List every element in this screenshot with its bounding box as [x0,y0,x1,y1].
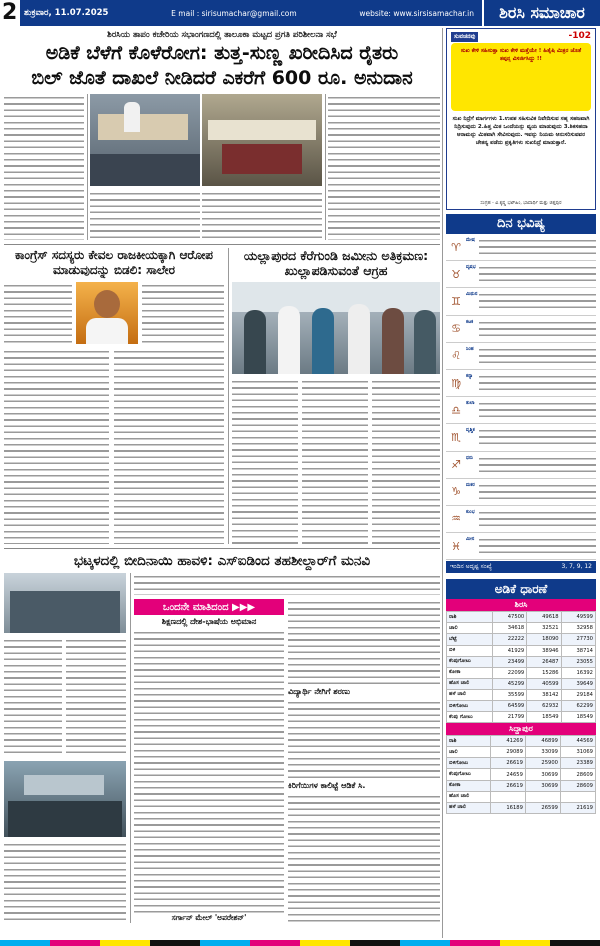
price-cell: 30699 [525,780,560,791]
yellapur-group-photo [232,282,440,374]
feature-intro-text [134,573,440,595]
goat-icon: ♑ [451,485,461,499]
lead-text-col4 [328,94,440,240]
lower-band [4,573,440,933]
story2-headline: ಕಾಂಗ್ರೆಸ್ ಸದಸ್ಯರು ಕೇವಲ ರಾಜಕೀಯಕ್ಕಾಗಿ ಆರೋಪ ಮಾಡುವುದನ್ನು ಬಿಡಲಿ: ಸಾಲೇರ [15,248,213,277]
sign-name: ಧನು [466,455,473,461]
price-cell: 18090 [527,634,561,645]
sign-forecast-text [479,509,596,529]
lead-text-col1 [4,94,84,240]
crab-icon: ♋ [451,322,461,336]
masthead-bar [0,0,600,26]
price-table-sirsi [446,611,596,723]
price-row [447,689,596,700]
price-cell: 39649 [561,678,595,689]
sign-name: ಕನ್ಯಾ [466,373,473,379]
price-cell: 29184 [561,689,595,700]
lion-icon: ♌ [451,349,461,363]
sign-forecast-text [479,291,596,311]
price-cell: 32521 [527,623,561,634]
market1-title: ಶಿರಸಿ [446,599,596,611]
price-row [447,612,596,623]
price-row [447,769,596,780]
price-cell: 34618 [492,623,526,634]
price-cell: 26599 [525,802,560,813]
price-cell: 22099 [492,667,526,678]
story3-text-col2 [302,378,368,544]
sign-name: ಮಿಥುನ [466,292,478,298]
bhatkal-photo-2 [4,761,126,837]
price-cell: ಕೆಂಪುಗೋಟು [447,656,493,667]
ram-icon: ♈ [451,240,461,254]
story4-headline: ಭಟ್ಕಳದಲ್ಲಿ ಬೀದಿನಾಯಿ ಹಾವಳಿ: ಎಸ್‌ಐಡಿಂದ ತಹಶೀಲ್ದಾರ್‌ಗೆ ಮನವಿ [73,553,371,569]
sign-forecast-text [479,264,596,284]
section-divider [4,548,440,549]
saler-portrait [76,282,138,344]
price-cell: ಕೆಂಪುಗೋಟು [447,769,491,780]
twins-icon: ♊ [451,294,461,308]
horoscope-row [446,533,596,560]
price-row [447,701,596,712]
price-cell: 41929 [492,645,526,656]
ad-body-text: ಸುಖ ನಿದ್ರೆಗೆ ಮಾರ್ಗಗಳು 1.ಉಪಶ ಸಹಿಸುವಿಕ ನಿವೇದಿಸುವ ಸಹ್ನ ಸಹಜವಾಗಿ ನಿದ್ರಿಸುವುದು 2.ಹಿತ್ತ ಮಿತ ಒಂದೆಯನ್ನು ವ್ಯಯ ಮಾಡುವುದು 3.ಶಿಕಸಹದಾ ಆರಾಮನ್ನು ಮಿತವಾಗಿ ಸೇವಿಸುವುದು. ಇವನ್ನು ನಿಯಮ ಆನುಸರಿಸುವವರ ಚೇತನ್ಯ ಪಡೆದು ಪ್ರಕೃತಿಗಳು ಸುಖನಿದ್ರೆ ಮಾಡುತ್ತಾರೆ. [452,116,590,146]
price-cell: 28609 [560,769,595,780]
section-divider [4,244,440,245]
price-row [447,712,596,723]
price-cell: 49599 [561,612,595,623]
sign-forecast-text [479,455,596,475]
price-row [447,736,596,747]
issue-date: ಶುಕ್ರವಾರ, 11.07.2025 [24,8,109,18]
page-column-divider [442,28,443,938]
horoscope-row [446,261,596,288]
price-row [447,645,596,656]
lead-headline-line2: ಬಿಲ್ ಜೊತೆ ದಾಖಲೆ ನೀಡಿದರೆ ಎಕರೆಗೆ 600 ರೂ. ಅನುದಾನ [31,67,413,89]
ad-credit: ಸಂಗ್ರಹ - ವಿ.ಕೃಷ್ಣ ಭಟ್‌ಹಿಂ, ಭಾವಾರ್ಥಿ ಮತ್ತು ಚಿತ್ತಪುರ [480,201,562,206]
lead-story-body [4,94,440,244]
horoscope-list [446,234,596,560]
price-cell: 62932 [527,701,561,712]
horoscope-row [446,370,596,397]
price-cell: 33099 [525,747,560,758]
price-cell: 22222 [492,634,526,645]
price-cell: 62299 [561,701,595,712]
meeting-photo-2 [202,94,322,186]
price-row [447,656,596,667]
email-address[interactable]: E mail : sirisumachar@gmail.com [171,8,297,18]
price-cell: 64599 [492,701,526,712]
sign-forecast-text [479,482,596,502]
lead-headline-line1: ಅಡಿಕೆ ಬೆಳೆಗೆ ಕೊಳೆರೋಗ: ತುತ್ತ-ಸುಣ್ಣ ಖರೀದಿಸಿದ ರೈತರು [45,42,399,64]
price-cell: ಬಿಳಿಗೋಟು [447,701,493,712]
sign-forecast-text [479,346,596,366]
price-cell: 25900 [525,758,560,769]
price-cell [525,791,560,802]
price-row [447,667,596,678]
price-row [447,623,596,634]
story3-headline: ಯಲ್ಲಾಪುರದ ಕೆರೆಗುಂಡಿ ಜಮೀನು ಅತಿಕ್ರಮಣ: ಖುಲ್ಲಾಪಡಿಸುವಂತೆ ಆಗ್ರಹ [243,248,429,278]
page-number: 2 [0,0,20,26]
sign-name: ಸಿಂಹ [466,346,474,352]
price-title: ಅಡಿಕೆ ಧಾರಣೆ [446,579,596,599]
market2-title: ಸಿದ್ದಾಪುರ [446,723,596,735]
sign-forecast-text [479,319,596,339]
feature-subhead-2: ವಿದ್ಯಾರ್ಥಿ ನೇಗಿಗೆ ಶರಣು [288,687,351,696]
bhatkal-photo-1 [4,573,126,633]
story3-text-col3 [372,378,440,544]
feature-text-col1 [134,629,284,923]
price-cell: 26619 [490,758,525,769]
feature-text-col3 [288,699,440,779]
column-divider [228,248,229,544]
price-row [447,802,596,813]
lead-kicker: ಶಿರಸಿಯ ತಾಪಂ ಕಚೇರಿಯ ಸಭಾಂಗಣದಲ್ಲಿ ತಾಲೂಕಾ ಮಟ್ಟದ ಪ್ರಗತಿ ಪರಿಶೀಲನಾ ಸಭೆ [107,30,337,40]
horoscope-row [446,479,596,506]
sign-forecast-text [479,373,596,393]
price-cell: ರಾಶಿ [447,612,493,623]
price-cell: 32958 [561,623,595,634]
horoscope-row [446,397,596,424]
color-registration-strip [0,940,600,946]
price-cell: 28609 [560,780,595,791]
price-cell: 46899 [525,736,560,747]
price-row [447,758,596,769]
price-cell: 26487 [527,656,561,667]
story2-text-col3 [4,348,109,544]
price-cell: 16392 [561,667,595,678]
price-cell: 49618 [527,612,561,623]
horoscope-row [446,316,596,343]
price-cell: 35599 [492,689,526,700]
feature-banner: ಒಂದನೇ ಮಾತಿದಂದ ▶▶▶ [134,599,284,615]
right-sidebar [446,28,596,814]
price-cell [560,791,595,802]
price-cell: 44569 [560,736,595,747]
story4-text-col2 [66,637,126,757]
ad-tag: ಸುವಚನವು [451,32,478,42]
sign-forecast-text [479,427,596,447]
sign-name: ಮೇಷ [466,238,475,243]
price-cell: 23389 [560,758,595,769]
sign-name: ತುಲಾ [466,401,475,407]
price-row [447,747,596,758]
price-cell: 38142 [527,689,561,700]
price-cell: ಕೋಕಾ [447,780,491,791]
masthead-info [20,0,482,26]
price-cell: ಚಾಲಿ [447,623,493,634]
story-congress [4,248,224,278]
feature-subhead-4: ಸರ್ಗಾನ್ ಮೇಲ್ 'ಅಪರೇಶನ್' [134,913,284,923]
horoscope-row [446,234,596,261]
sign-forecast-text [479,400,596,420]
price-cell: 45299 [492,678,526,689]
price-cell: 27730 [561,634,595,645]
sign-name: ಮಕರ [466,482,475,488]
feature-subhead: ಶಿಕ್ಷಣದಲ್ಲಿ ದೇಶ-ಭಾಷೆಯ ಅಭಿಮಾನ [161,617,257,626]
price-cell: 21619 [560,802,595,813]
price-row [447,791,596,802]
price-cell: 40599 [527,678,561,689]
price-cell: ಕೋಕಾ [447,667,493,678]
meeting-photo-1 [90,94,200,186]
price-cell: ಹೊಸ ಚಾಲಿ [447,791,491,802]
virgo-icon: ♍ [451,376,461,390]
price-cell: ಬಿಳಿಗೋಟು [447,758,491,769]
price-cell: 16189 [490,802,525,813]
story2-text-col2 [142,282,224,344]
price-cell: 18549 [561,712,595,723]
price-cell: 30699 [525,769,560,780]
price-cell: 41269 [490,736,525,747]
story-yellapur [232,248,440,278]
story4-text-col1 [4,637,62,757]
bull-icon: ♉ [451,267,461,281]
column-divider [87,94,88,240]
price-cell: 26619 [490,780,525,791]
sign-name: ವೃಷಭ [466,265,476,271]
horoscope-row [446,343,596,370]
sign-name: ಕುಂಭ [466,509,475,515]
feature-text-col4 [288,793,440,923]
feature-text-col2 [288,599,440,685]
price-cell: 38946 [527,645,561,656]
price-cell: 23055 [561,656,595,667]
archer-icon: ♐ [451,458,461,472]
sign-name: ಮೀನ [466,537,475,543]
lucky-values: 3, 7, 9, 12 [561,563,592,571]
main-news-column [4,28,440,933]
sign-forecast-text [479,536,596,556]
price-cell: 23499 [492,656,526,667]
price-cell: 24659 [490,769,525,780]
story2-text-col1 [4,282,72,344]
price-row [447,678,596,689]
price-cell: 38714 [561,645,595,656]
price-cell: ರಾಶಿ [447,736,491,747]
ad-highlight-text: ಸುಖ ಕೇಳಿ ಸಹಿಸುತ್ತಾ ಸುಖ ಕೇಳಿ ಮತ್ತೆಯೇ ! ಹಿತೈಷಿ ಮಿತ್ರರ ಜೊತೆ ತಪ್ಪನ್ನ ವಿಸರ್ಜಿಸಿದ್ದು !! [451,43,591,111]
sign-forecast-text [479,237,596,257]
horoscope-title: ದಿನ ಭವಿಷ್ಯ [446,214,596,234]
lead-text-col3 [202,190,322,240]
story2-text-col4 [114,348,224,544]
price-cell: 29089 [490,747,525,758]
sign-name: ಕಟಕ [466,319,474,325]
scorpion-icon: ♏ [451,430,461,444]
price-cell: ಕೆಂಪು ಗೋಟು [447,712,493,723]
column-divider [130,573,131,923]
lucky-numbers-bar [446,561,596,573]
price-cell: ಹಳೆ ಚಾಲಿ [447,689,493,700]
price-cell: ಬಿಳಿ [447,645,493,656]
horoscope-row [446,452,596,479]
lead-text-col2 [90,190,200,240]
horoscope-row [446,424,596,451]
feature-subhead-3: ಕಿರಿಗೆಯಿಗಳ ಕಾಲಿಟ್ಟೆ ಆಡಿಕೆ ಸಿ. [288,781,366,790]
price-cell: 15286 [527,667,561,678]
lucky-label: ಇಂದಿನ ಅದೃಷ್ಟ ಸಂಖ್ಯೆ [450,563,492,571]
story3-text-col1 [232,378,298,544]
fish-icon: ♓ [451,539,461,553]
price-cell: ಬೆಟ್ಟೆ [447,634,493,645]
story4-caption-text [4,841,126,921]
price-cell [490,791,525,802]
price-cell: 47500 [492,612,526,623]
horoscope-row [446,288,596,315]
ad-number: -102 [568,31,591,41]
scales-icon: ♎ [451,403,461,417]
middle-band [4,248,440,548]
sign-name: ವೃಶ್ಚಿಕ [466,428,475,434]
pot-icon: ♒ [451,512,461,526]
horoscope-row [446,506,596,533]
price-cell: ಹೊಸ ಚಾಲಿ [447,678,493,689]
price-cell: ಹಳೆ ಚಾಲಿ [447,802,491,813]
column-divider [325,94,326,240]
newspaper-brand: ಶಿರಸಿ ಸಮಾಚಾರ [482,0,600,26]
price-cell: 18549 [527,712,561,723]
price-table-siddapur [446,735,596,814]
price-cell: 21799 [492,712,526,723]
price-row [447,780,596,791]
price-row [447,634,596,645]
price-cell: ಚಾಲಿ [447,747,491,758]
website-link[interactable]: website: www.sirsisamachar.in [359,8,474,18]
suvachana-ad [446,28,596,210]
price-cell: 31069 [560,747,595,758]
